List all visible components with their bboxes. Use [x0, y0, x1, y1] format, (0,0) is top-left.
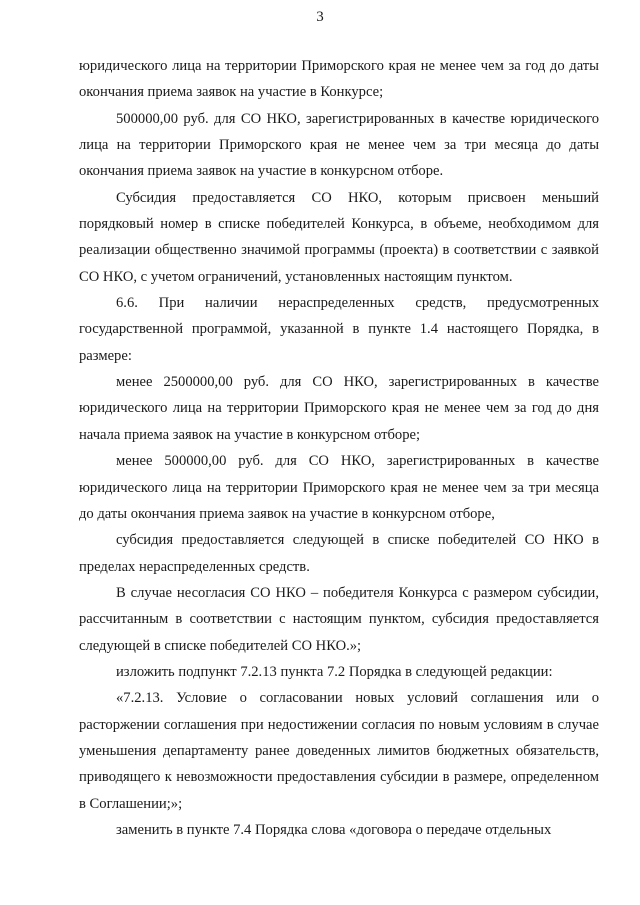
paragraph-8: В случае несогласия СО НКО – победителя Конкурса с размером субсидии, рассчитанным в соответствии с настоящим пунктом, субсидия предоставляется следующей в списке победителей СО НКО.»; [79, 584, 599, 654]
paragraph-11: заменить в пункте 7.4 Порядка слова «договора о передаче отдельных [116, 821, 552, 838]
paragraph-5: менее 2500000,00 руб. для СО НКО, зарегистрированных в качестве юридического лица на территории Приморского края не менее чем за год до дня начала приема заявок на участие в конкурсном отборе; [79, 374, 599, 443]
page-number: 3 [316, 9, 324, 25]
paragraph-6: менее 500000,00 руб. для СО НКО, зарегистрированных в качестве юридического лица на территории Приморского края не менее чем за три месяца до даты окончания приема заявок на участие в конкурсном отборе, [79, 453, 599, 522]
document-body [79, 53, 599, 843]
paragraph-3: Субсидия предоставляется СО НКО, которым присвоен меньший порядковый номер в списке победителей Конкурса, в объеме, необходимом для реализации общественно значимой программы (проекта) в соответствии с заявкой СО НКО, с учетом ограничений, установленных настоящим пунктом. [79, 189, 599, 285]
paragraph-10: «7.2.13. Условие о согласовании новых условий соглашения или о расторжении соглашения при недостижении согласия по новым условиям в случае уменьшения департаменту ранее доведенных лимитов бюджетных обязательств, приводящего к невозможности предоставления субсидии в размере, определенном в Соглашении;»; [79, 690, 599, 812]
paragraph-9: изложить подпункт 7.2.13 пункта 7.2 Порядка в следующей редакции: [116, 663, 553, 680]
paragraph-7: субсидия предоставляется следующей в списке победителей СО НКО в пределах нераспределенных средств. [79, 532, 599, 575]
paragraph-4: 6.6. При наличии нераспределенных средств, предусмотренных государственной программой, указанной в пункте 1.4 настоящего Порядка, в размере: [79, 295, 599, 364]
paragraph-1: юридического лица на территории Приморского края не менее чем за год до даты окончания приема заявок на участие в Конкурсе; [79, 58, 599, 101]
paragraph-2: 500000,00 руб. для СО НКО, зарегистрированных в качестве юридического лица на территории Приморского края не менее чем за три месяца до даты окончания приема заявок на участие в конкурсном отборе. [79, 110, 599, 180]
